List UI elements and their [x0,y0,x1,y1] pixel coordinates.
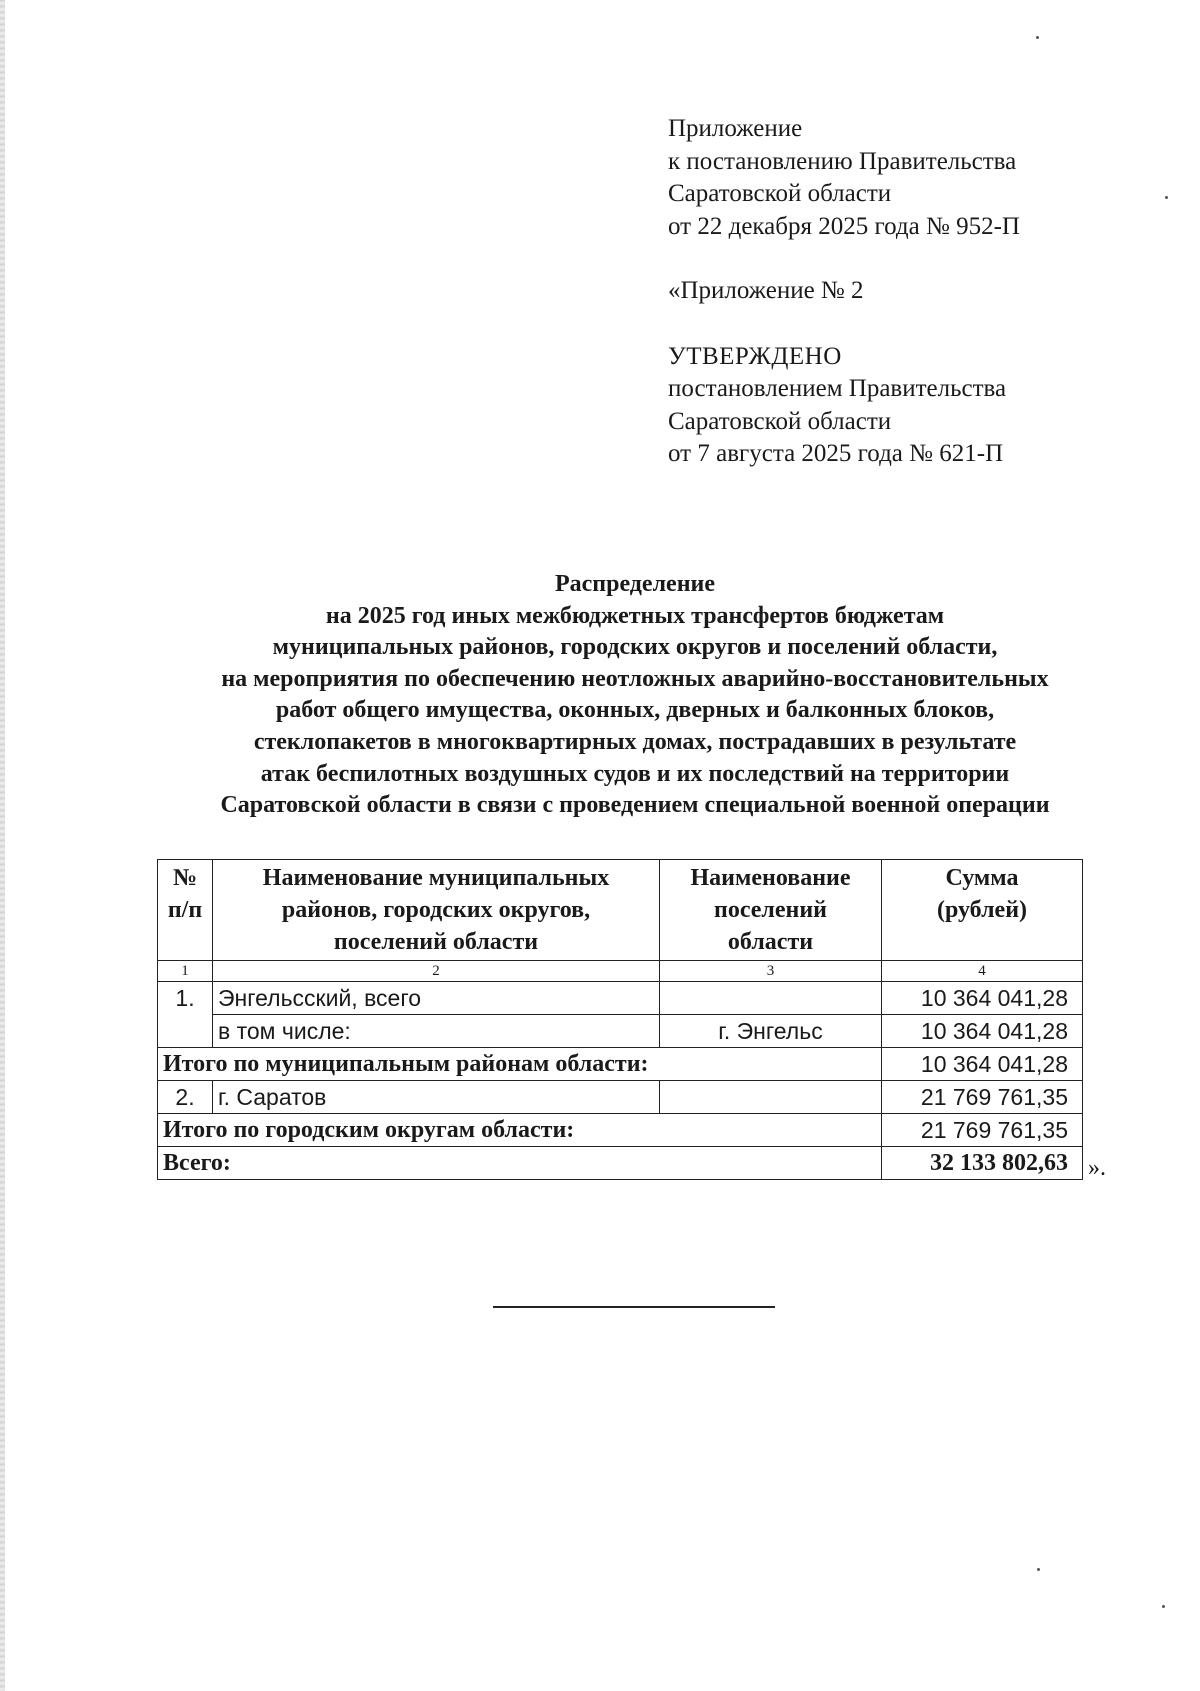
sum-value: 10 364 041,28 [882,1048,1083,1081]
sum-value: 21 769 761,35 [882,1081,1083,1114]
scan-speck [1162,1605,1165,1608]
grand-total-label: Всего: [158,1147,882,1180]
end-divider [493,1306,775,1308]
approved-label: УТВЕРЖДЕНО [668,342,842,370]
settlement-name [660,982,882,1015]
column-number: 1 [158,961,213,982]
appendix-header-line: к постановлению Правительства [668,147,1017,175]
column-number: 3 [660,961,882,982]
row-index: 2. [158,1081,213,1114]
table-row [158,1015,1083,1048]
title-line: на мероприятия по обеспечению неотложных аварийно-восстановительных [221,665,1049,692]
title-line: на 2025 год иных межбюджетных трансфертов бюджетам [325,602,945,629]
title-line: Саратовской области в связи с проведением специальной военной операции [220,792,1050,819]
column-number-row [158,961,1083,982]
title-line: Распределение [554,571,716,597]
sum-value: 10 364 041,28 [882,982,1083,1015]
table-row [158,982,1083,1015]
municipality-name: г. Саратов [213,1081,660,1114]
settlement-name: г. Энгельс [660,1015,882,1048]
scan-speck [1165,196,1168,199]
scan-speck [1036,36,1039,39]
subtotal-row [158,1048,1083,1081]
title-line: атак беспилотных воздушных судов и их последствий на территории [260,760,1010,787]
column-number: 4 [882,961,1083,982]
title-line: работ общего имущества, оконных, дверных и балконных блоков, [275,697,995,724]
grand-total-row [158,1147,1083,1180]
approval-block [668,113,1128,471]
approved-date: от 7 августа 2025 года № 621-П [668,440,1004,467]
document-title [120,569,1150,822]
appendix-header-date: от 22 декабря 2025 года № 952-П [668,212,1020,240]
settlement-name [660,1081,882,1114]
appendix-number: «Приложение № 2 [668,277,864,304]
table-row [158,1081,1083,1114]
appendix-header-line: Приложение [668,115,803,142]
distribution-table [157,859,1083,1180]
header-settlement: Наименование поселений области [660,860,882,961]
column-number: 2 [213,961,660,982]
subtotal-row [158,1114,1083,1147]
scan-edge [0,0,5,1691]
municipality-name: Энгельсский, всего [213,982,660,1015]
header-municipality: Наименование муниципальных районов, городских округов, поселений области [213,860,660,961]
including-label: в том числе: [213,1015,660,1048]
title-line: стеклопакетов в многоквартирных домах, пострадавших в результате [253,728,1017,755]
appendix-header-line: Саратовской области [668,180,892,207]
header-sum: Сумма (рублей) [882,860,1083,961]
scan-speck [1037,1568,1040,1571]
grand-total-sum: 32 133 802,63 [882,1147,1083,1180]
approved-line: Саратовской области [668,407,892,435]
title-line: муниципальных районов, городских округов и поселений области, [272,634,998,661]
sum-value: 21 769 761,35 [882,1114,1083,1147]
subtotal-label: Итого по муниципальным районам области: [158,1048,882,1081]
table-header-row [158,860,1083,961]
row-index: 1. [158,982,213,1048]
closing-quote: ». [1088,1155,1106,1181]
approved-line: постановлением Правительства [668,375,1007,402]
subtotal-label: Итого по городским округам области: [158,1114,882,1147]
header-number: № п/п [158,860,213,961]
sum-value: 10 364 041,28 [882,1015,1083,1048]
